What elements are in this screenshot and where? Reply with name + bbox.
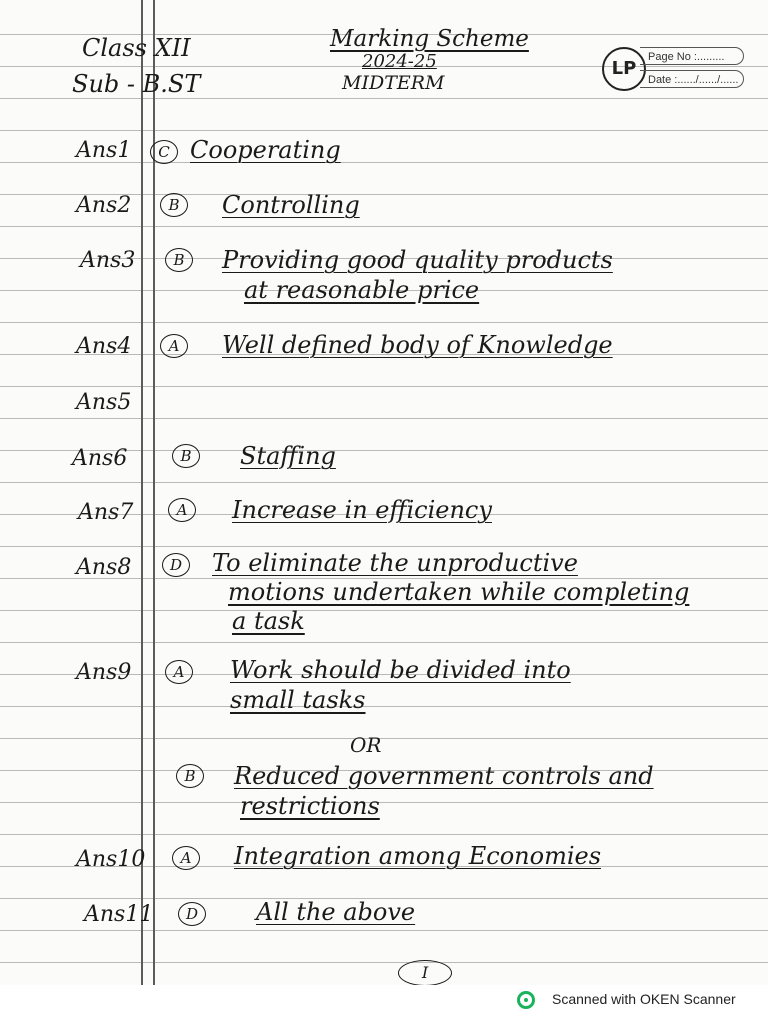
answer-text: motions undertaken while completing [228,578,690,606]
page-no-field: Page No :......... [640,47,744,65]
choice-option: A [172,846,200,870]
scanner-logo-icon [517,991,535,1009]
scanner-watermark: Scanned with OKEN Scanner [552,991,736,1007]
answer-label: Ans3 [80,248,136,273]
answer-label: Ans11 [84,902,154,927]
answer-label: Ans1 [76,138,132,163]
answer-text: Cooperating [190,136,341,164]
answer-label: Ans5 [76,390,132,415]
date-field: Date :....../....../...... [640,70,744,88]
choice-option: B [165,248,193,272]
page-number: I [398,960,452,985]
answer-text: small tasks [230,686,366,714]
scanner-footer [0,985,768,1024]
answer-text: Work should be divided into [230,656,571,684]
answer-label: Ans10 [76,847,146,872]
answer-text: Reduced government controls and [234,762,654,790]
choice-option: A [160,334,188,358]
answer-text: Staffing [240,442,336,470]
answer-text: To eliminate the unproductive [212,549,578,577]
session: 2024-25 [362,51,437,72]
choice-option: D [162,553,190,577]
answer-label: Ans6 [72,446,128,471]
answer-text: restrictions [240,792,380,820]
choice-option: A [168,498,196,522]
choice-option: B [172,444,200,468]
answer-text: Increase in efficiency [232,496,492,524]
or-separator: OR [350,733,382,757]
answer-text: All the above [256,898,416,926]
choice-option: D [178,902,206,926]
answer-label: Ans4 [76,334,132,359]
subject-label: Sub - B.ST [72,70,201,98]
scheme-title: Marking Scheme [330,26,529,52]
choice-option: B [160,193,188,217]
choice-option: C [150,140,178,164]
choice-option: A [165,660,193,684]
notebook-logo: LP [602,47,646,91]
answer-text: Integration among Economies [234,842,602,870]
answer-text: Providing good quality products [222,246,613,274]
answer-label: Ans7 [78,500,134,525]
answer-label: Ans8 [76,555,132,580]
answer-text: Controlling [222,191,360,219]
margin-line-left [141,0,143,985]
answer-text: at reasonable price [244,276,480,304]
answer-label: Ans9 [76,660,132,685]
answer-label: Ans2 [76,193,132,218]
exam-name: MIDTERM [342,72,445,94]
choice-option: B [176,764,204,788]
answer-text: Well defined body of Knowledge [222,331,613,359]
class-label: Class XII [82,34,191,62]
answer-text: a task [232,607,305,635]
